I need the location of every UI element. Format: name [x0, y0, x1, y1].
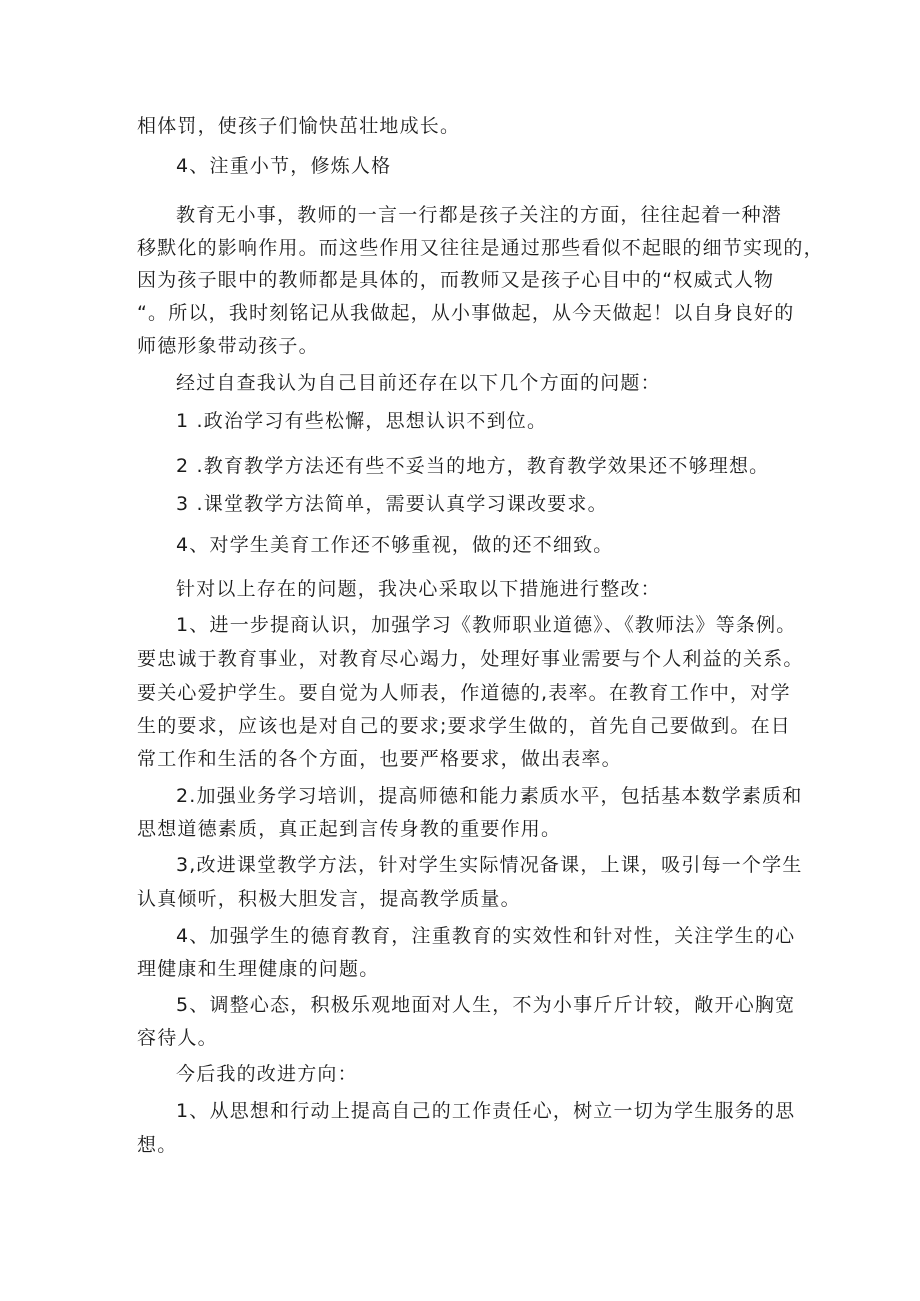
text-line: 要关心爱护学生。要自觉为人师表，作道德的,表率。在教育工作中，对学: [137, 682, 791, 704]
text-line: 相体罚，使孩子们愉快茁壮地成长。: [137, 115, 461, 137]
text-line: 认真倾听，积极大胆发言，提高教学质量。: [137, 888, 521, 910]
list-item: 1 .政治学习有些松懈，思想认识不到位。: [176, 410, 548, 432]
list-item: 3,改进课堂教学方法，针对学生实际情况备课，上课，吸引每一个学生: [176, 854, 803, 876]
text-line: 师德形象带动孩子。: [137, 335, 319, 357]
text-line: “。所以，我时刻铭记从我做起，从小事做起，从今天做起！以自身良好的: [137, 302, 795, 324]
text-line: 教育无小事，教师的一言一行都是孩子关注的方面，往往起着一种潜: [176, 204, 783, 226]
list-item: 2.加强业务学习培训，提高师德和能力素质水平，包括基本数学素质和: [176, 785, 803, 807]
section-heading: 今后我的改进方向：: [176, 1063, 358, 1085]
text-line: 因为孩子眼中的教师都是具体的，而教师又是孩子心目中的“权威式人物: [137, 269, 775, 291]
text-line: 理健康和生理健康的问题。: [137, 958, 380, 980]
list-item: 1、进一步提商认识，加强学习《教师职业道德》、《教师法》等条例。: [176, 614, 797, 636]
list-item: 1、从思想和行动上提高自己的工作责任心，树立一切为学生服务的思: [176, 1100, 796, 1122]
section-heading: 4、注重小节，修炼人格: [176, 155, 392, 177]
list-item: 4、对学生美育工作还不够重视，做的还不细致。: [176, 534, 614, 556]
text-line: 移默化的影响作用。而这些作用又往往是通过那些看似不起眼的细节实现的，: [137, 237, 824, 259]
text-line: 针对以上存在的问题，我决心采取以下措施进行整改：: [176, 578, 661, 600]
list-item: 3 .课堂教学方法简单，需要认真学习课改要求。: [176, 493, 608, 515]
list-item: 4、加强学生的德育教育，注重教育的实效性和针对性，关注学生的心: [176, 925, 796, 947]
list-item: 5、调整心态，积极乐观地面对人生，不为小事斤斤计较，敞开心胸宽: [176, 994, 796, 1016]
text-line: 生的要求，应该也是对自己的要求;要求学生做的，首先自己要做到。在日: [137, 715, 792, 737]
text-line: 要忠诚于教育事业，对教育尽心竭力，处理好事业需要与个人利益的关系。: [137, 648, 804, 670]
text-line: 经过自查我认为自己目前还存在以下几个方面的问题：: [176, 372, 661, 394]
text-line: 思想道德素质，真正起到言传身教的重要作用。: [137, 818, 562, 840]
text-line: 想。: [137, 1134, 178, 1156]
text-line: 容待人。: [137, 1027, 218, 1049]
text-line: 常工作和生活的各个方面，也要严格要求，做出表率。: [137, 748, 622, 770]
list-item: 2 .教育教学方法还有些不妥当的地方，教育教学效果还不够理想。: [176, 455, 770, 477]
